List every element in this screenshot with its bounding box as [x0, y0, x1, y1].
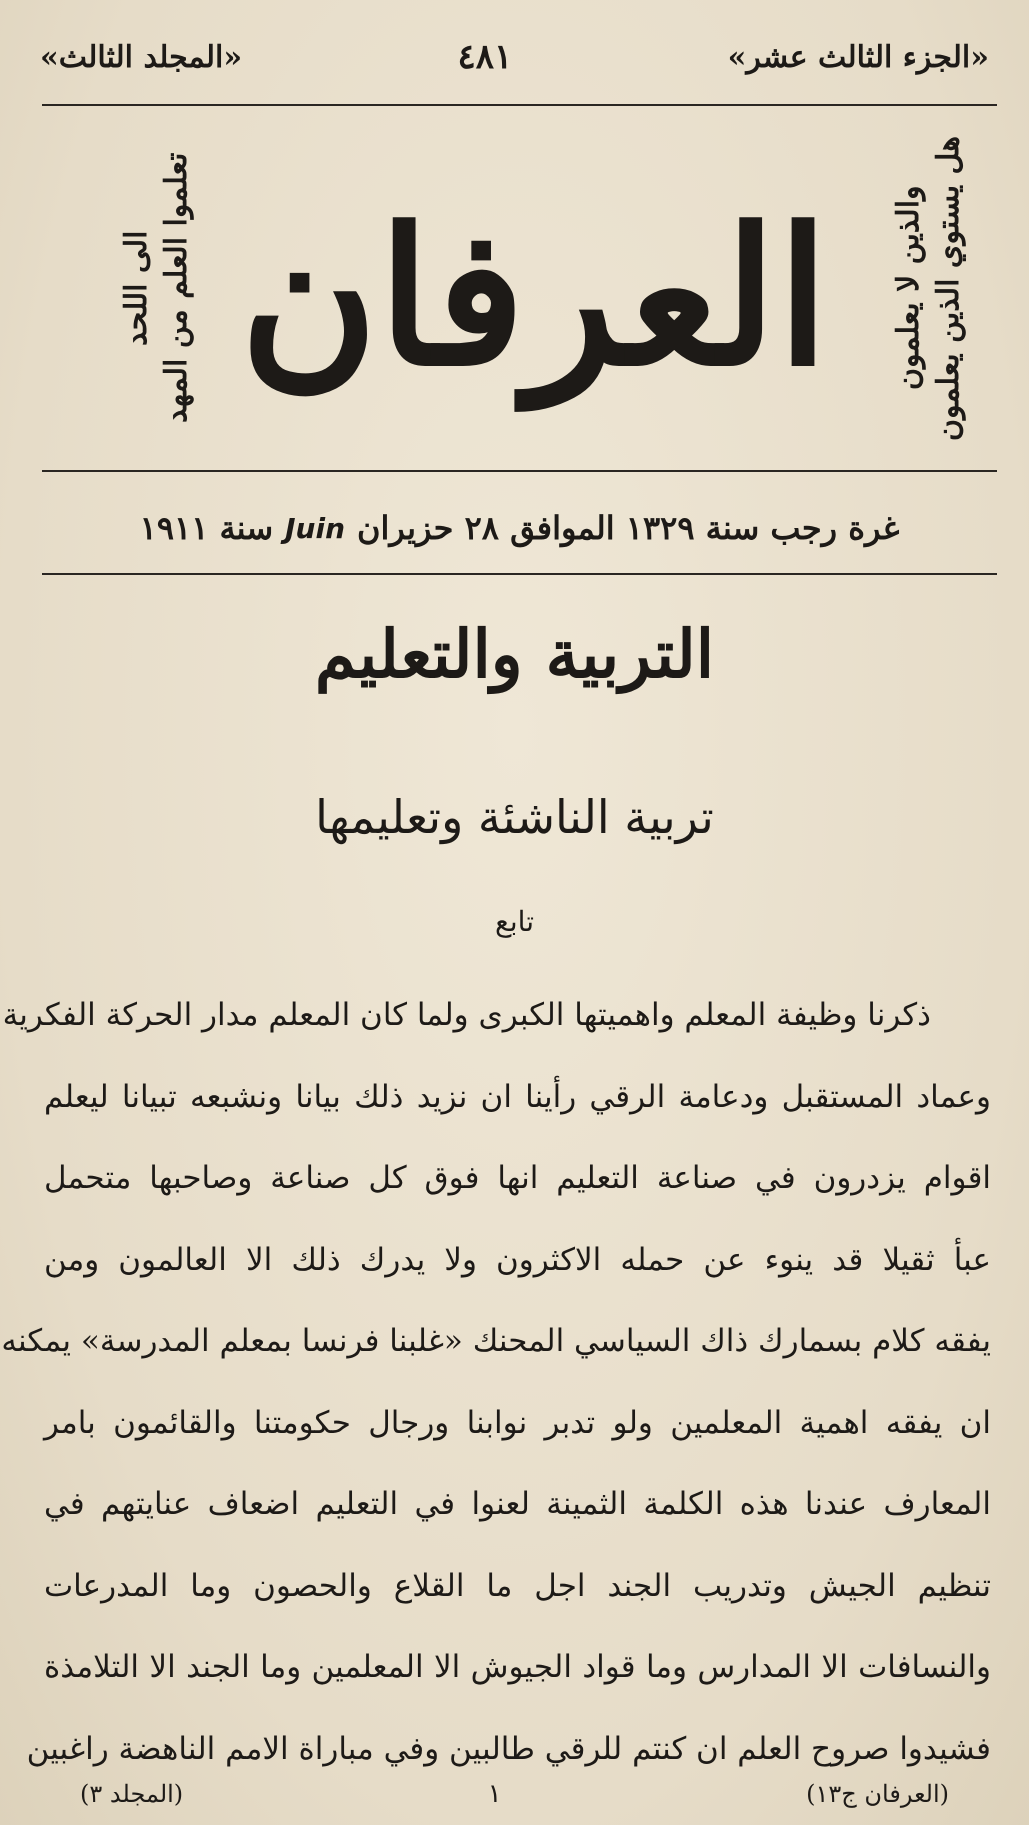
body-line: فشيدوا صروح العلم ان كنتم للرقي طالبين وفي مباراة الامم الناهضة راغبين: [26, 1730, 991, 1767]
dateline-rule: [42, 573, 997, 575]
body-line: المعارف عندنا هذه الكلمة الثمينة لعنوا في التعليم اضعاف عنايتهم في: [44, 1486, 991, 1522]
masthead-rule: [42, 470, 997, 472]
body-line: وعماد المستقبل ودعامة الرقي رأينا ان نزيد ذلك بيانا ونشبعه تبيانا ليعلم: [44, 1078, 991, 1115]
footer-signature: ١: [487, 1779, 502, 1809]
body-line: يفقه كلام بسمارك ذاك السياسي المحنك «غلبنا فرنسا بمعلم المدرسة» يمكنه: [1, 1323, 991, 1359]
running-header: [40, 22, 989, 92]
motto-left: [102, 108, 212, 468]
header-rule: [42, 104, 997, 106]
dateline-latin-month: Juin: [285, 511, 346, 545]
page-number: ٤٨١: [457, 37, 513, 77]
section-title: التربية والتعليم: [314, 615, 715, 693]
dateline: [42, 488, 997, 568]
footer-issue: (العرفان ج١٣): [806, 1780, 949, 1808]
motto-right-line1: هل يستوي الذين يعلمون: [931, 135, 966, 441]
body-line: ان يفقه اهمية المعلمين ولو تدبر نوابنا ورجال حكومتنا والقائمون بامر: [44, 1404, 991, 1441]
body-line: تنظيم الجيش وتدريب الجند اجل ما القلاع والحصون وما المدرعات: [44, 1567, 991, 1604]
continued-label: تابع: [494, 905, 535, 938]
body-line: عبأ ثقيلا قد ينوء عن حمله الاكثرون ولا يدرك ذلك الا العالمون ومن: [44, 1241, 991, 1278]
part-label: «الجزء الثالث عشر»: [727, 39, 989, 75]
motto-right-line2: والذين لا يعلمون: [890, 185, 926, 391]
dateline-hijri: غرة رجب سنة ١٣٢٩ الموافق ٢٨ حزيران: [357, 509, 900, 547]
volume-label: «المجلد الثالث»: [40, 39, 243, 75]
dateline-year: سنة ١٩١١: [139, 509, 274, 547]
body-line: والنسافات الا المدارس وما قواد الجيوش الا المعلمين وما الجند الا التلامذة: [44, 1649, 991, 1685]
journal-title: العرفان: [239, 187, 830, 408]
footer-volume: (المجلد ٣): [80, 1780, 184, 1808]
page-footer: [80, 1776, 949, 1812]
body-line: ذكرنا وظيفة المعلم واهميتها الكبرى ولما كان المعلم مدار الحركة الفكرية: [2, 997, 931, 1033]
motto-right: [869, 108, 989, 468]
article-subtitle: تربية الناشئة وتعليمها: [315, 790, 714, 844]
motto-left-line2: الى اللحد: [118, 230, 154, 346]
masthead: [42, 108, 997, 468]
motto-left-line1: تعلموا العلم من المهد: [159, 152, 194, 424]
article-body: [1, 975, 991, 1790]
body-line: اقوام يزدرون في صناعة التعليم انها فوق كل صناعة وصاحبها متحمل: [44, 1160, 991, 1196]
